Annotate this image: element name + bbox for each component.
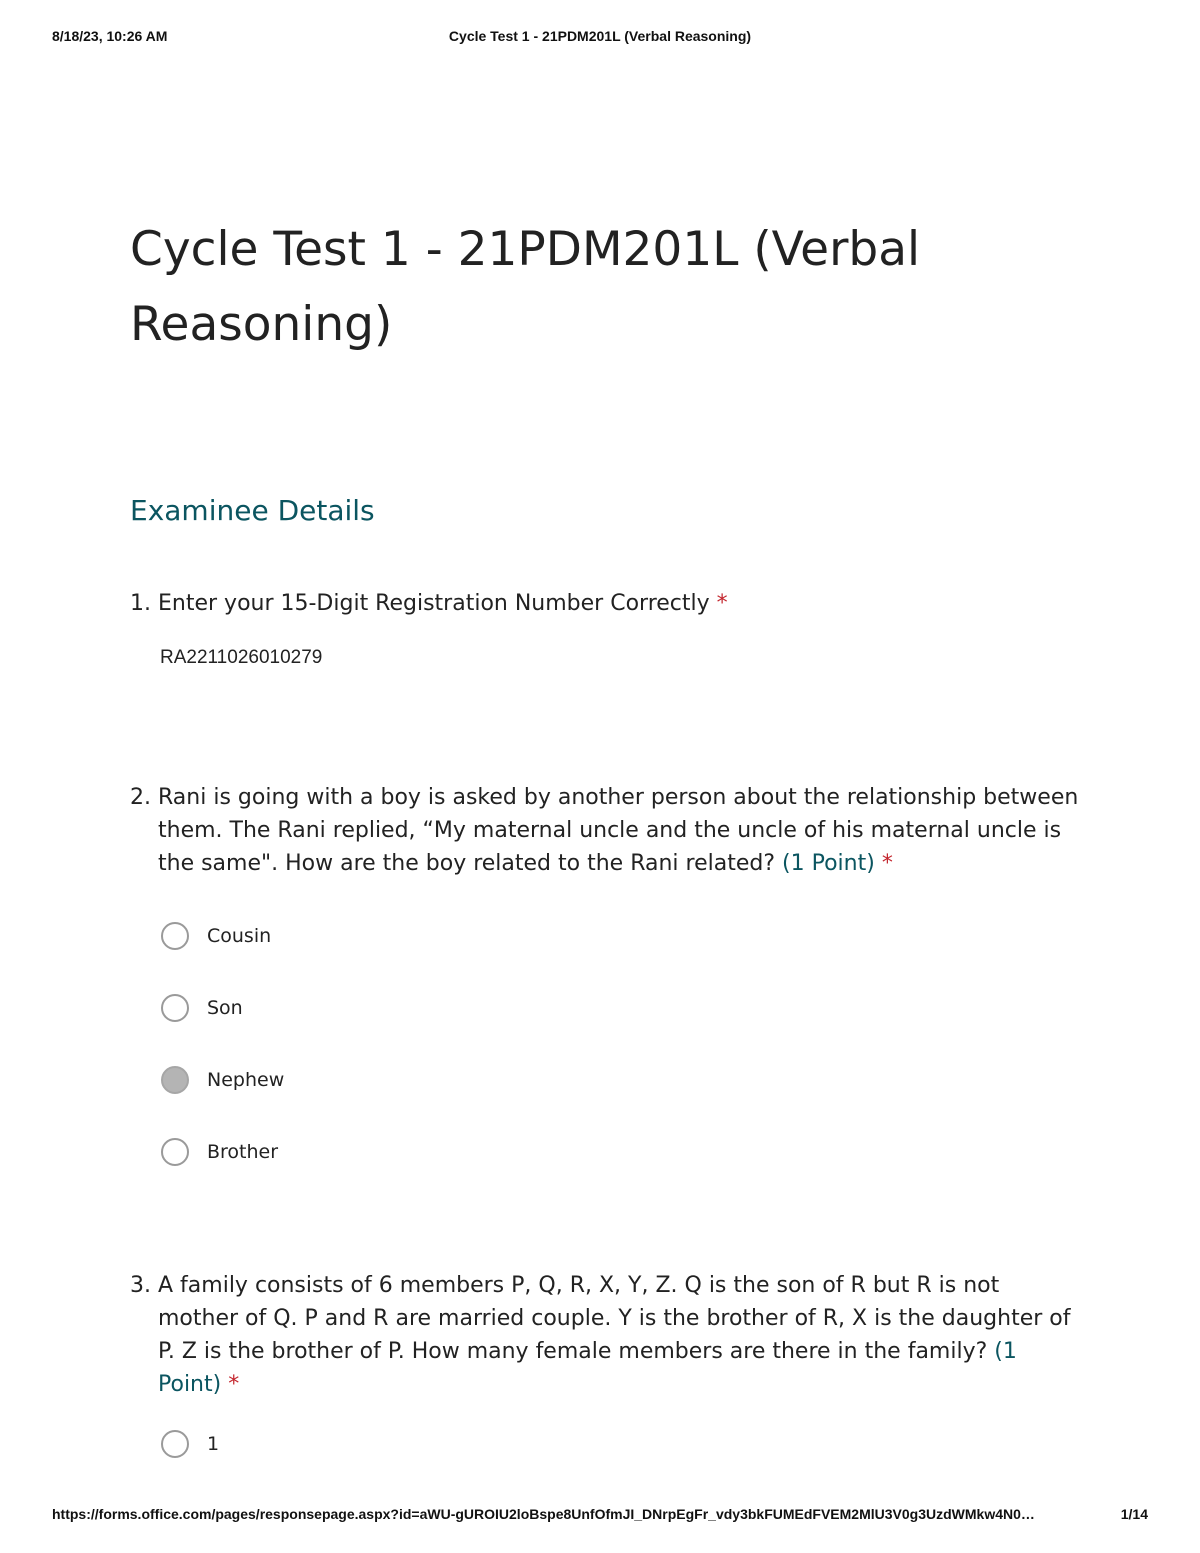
option-cousin[interactable]	[130, 922, 1080, 994]
section-title-examinee-details: Examinee Details	[130, 494, 375, 527]
option-brother[interactable]	[130, 1138, 1080, 1210]
option-son[interactable]	[130, 994, 1080, 1066]
question-number: 2.	[130, 785, 151, 810]
question-2-options	[130, 922, 1080, 1210]
question-3	[130, 1269, 1080, 1502]
radio-button-selected[interactable]	[161, 1066, 189, 1094]
option-label: Son	[207, 997, 243, 1019]
radio-button[interactable]	[161, 922, 189, 950]
option-label: Brother	[207, 1141, 279, 1163]
option-nephew[interactable]	[130, 1066, 1080, 1138]
required-asterisk: *	[716, 591, 728, 616]
question-1	[130, 587, 1080, 669]
question-points: (1 Point)	[158, 1339, 1017, 1397]
question-text: A family consists of 6 members P, Q, R, X, Y, Z. Q is the son of R but R is not mother of Q. P and R are married couple. Y is the brother of R, X is the daughter of P. Z is the brother of P. How many female members are there in the family?	[158, 1273, 1071, 1364]
option-1[interactable]	[130, 1430, 1080, 1502]
question-number: 3.	[130, 1273, 151, 1298]
page-number: 1/14	[1120, 1506, 1148, 1522]
radio-button[interactable]	[161, 1430, 189, 1458]
radio-button[interactable]	[161, 994, 189, 1022]
print-url: https://forms.office.com/pages/responsepage.aspx?id=aWU-gUROIU2loBspe8UnfOfmJI_DNrpEgFr_vdy3bkFUMEdFVEM2MlU3V0g3UzdWMkw4N0…	[52, 1506, 1035, 1522]
question-text: Enter your 15-Digit Registration Number Correctly	[158, 591, 710, 616]
form-title: Cycle Test 1 - 21PDM201L (Verbal Reasoning)	[130, 222, 921, 352]
required-asterisk: *	[228, 1372, 240, 1397]
question-2-header	[130, 781, 1080, 880]
radio-button[interactable]	[161, 1138, 189, 1166]
registration-number-answer[interactable]: RA2211026010279	[160, 647, 323, 668]
print-header	[52, 28, 1148, 50]
question-points: (1 Point)	[782, 851, 875, 876]
question-number: 1.	[130, 591, 151, 616]
print-footer	[52, 1506, 1148, 1528]
print-datetime: 8/18/23, 10:26 AM	[52, 28, 168, 44]
question-3-options	[130, 1430, 1080, 1502]
print-document-title: Cycle Test 1 - 21PDM201L (Verbal Reasoning)	[448, 28, 752, 44]
question-3-header	[130, 1269, 1080, 1401]
question-2	[130, 781, 1080, 1210]
option-label: Cousin	[207, 925, 272, 947]
option-label: Nephew	[207, 1069, 285, 1091]
question-1-header	[130, 587, 1080, 620]
question-text: Rani is going with a boy is asked by another person about the relationship between them. The Rani replied, “My maternal uncle and the uncle of his maternal uncle is the same". How are the boy related to the Rani related?	[158, 785, 1079, 876]
option-label: 1	[207, 1433, 220, 1455]
required-asterisk: *	[881, 851, 893, 876]
